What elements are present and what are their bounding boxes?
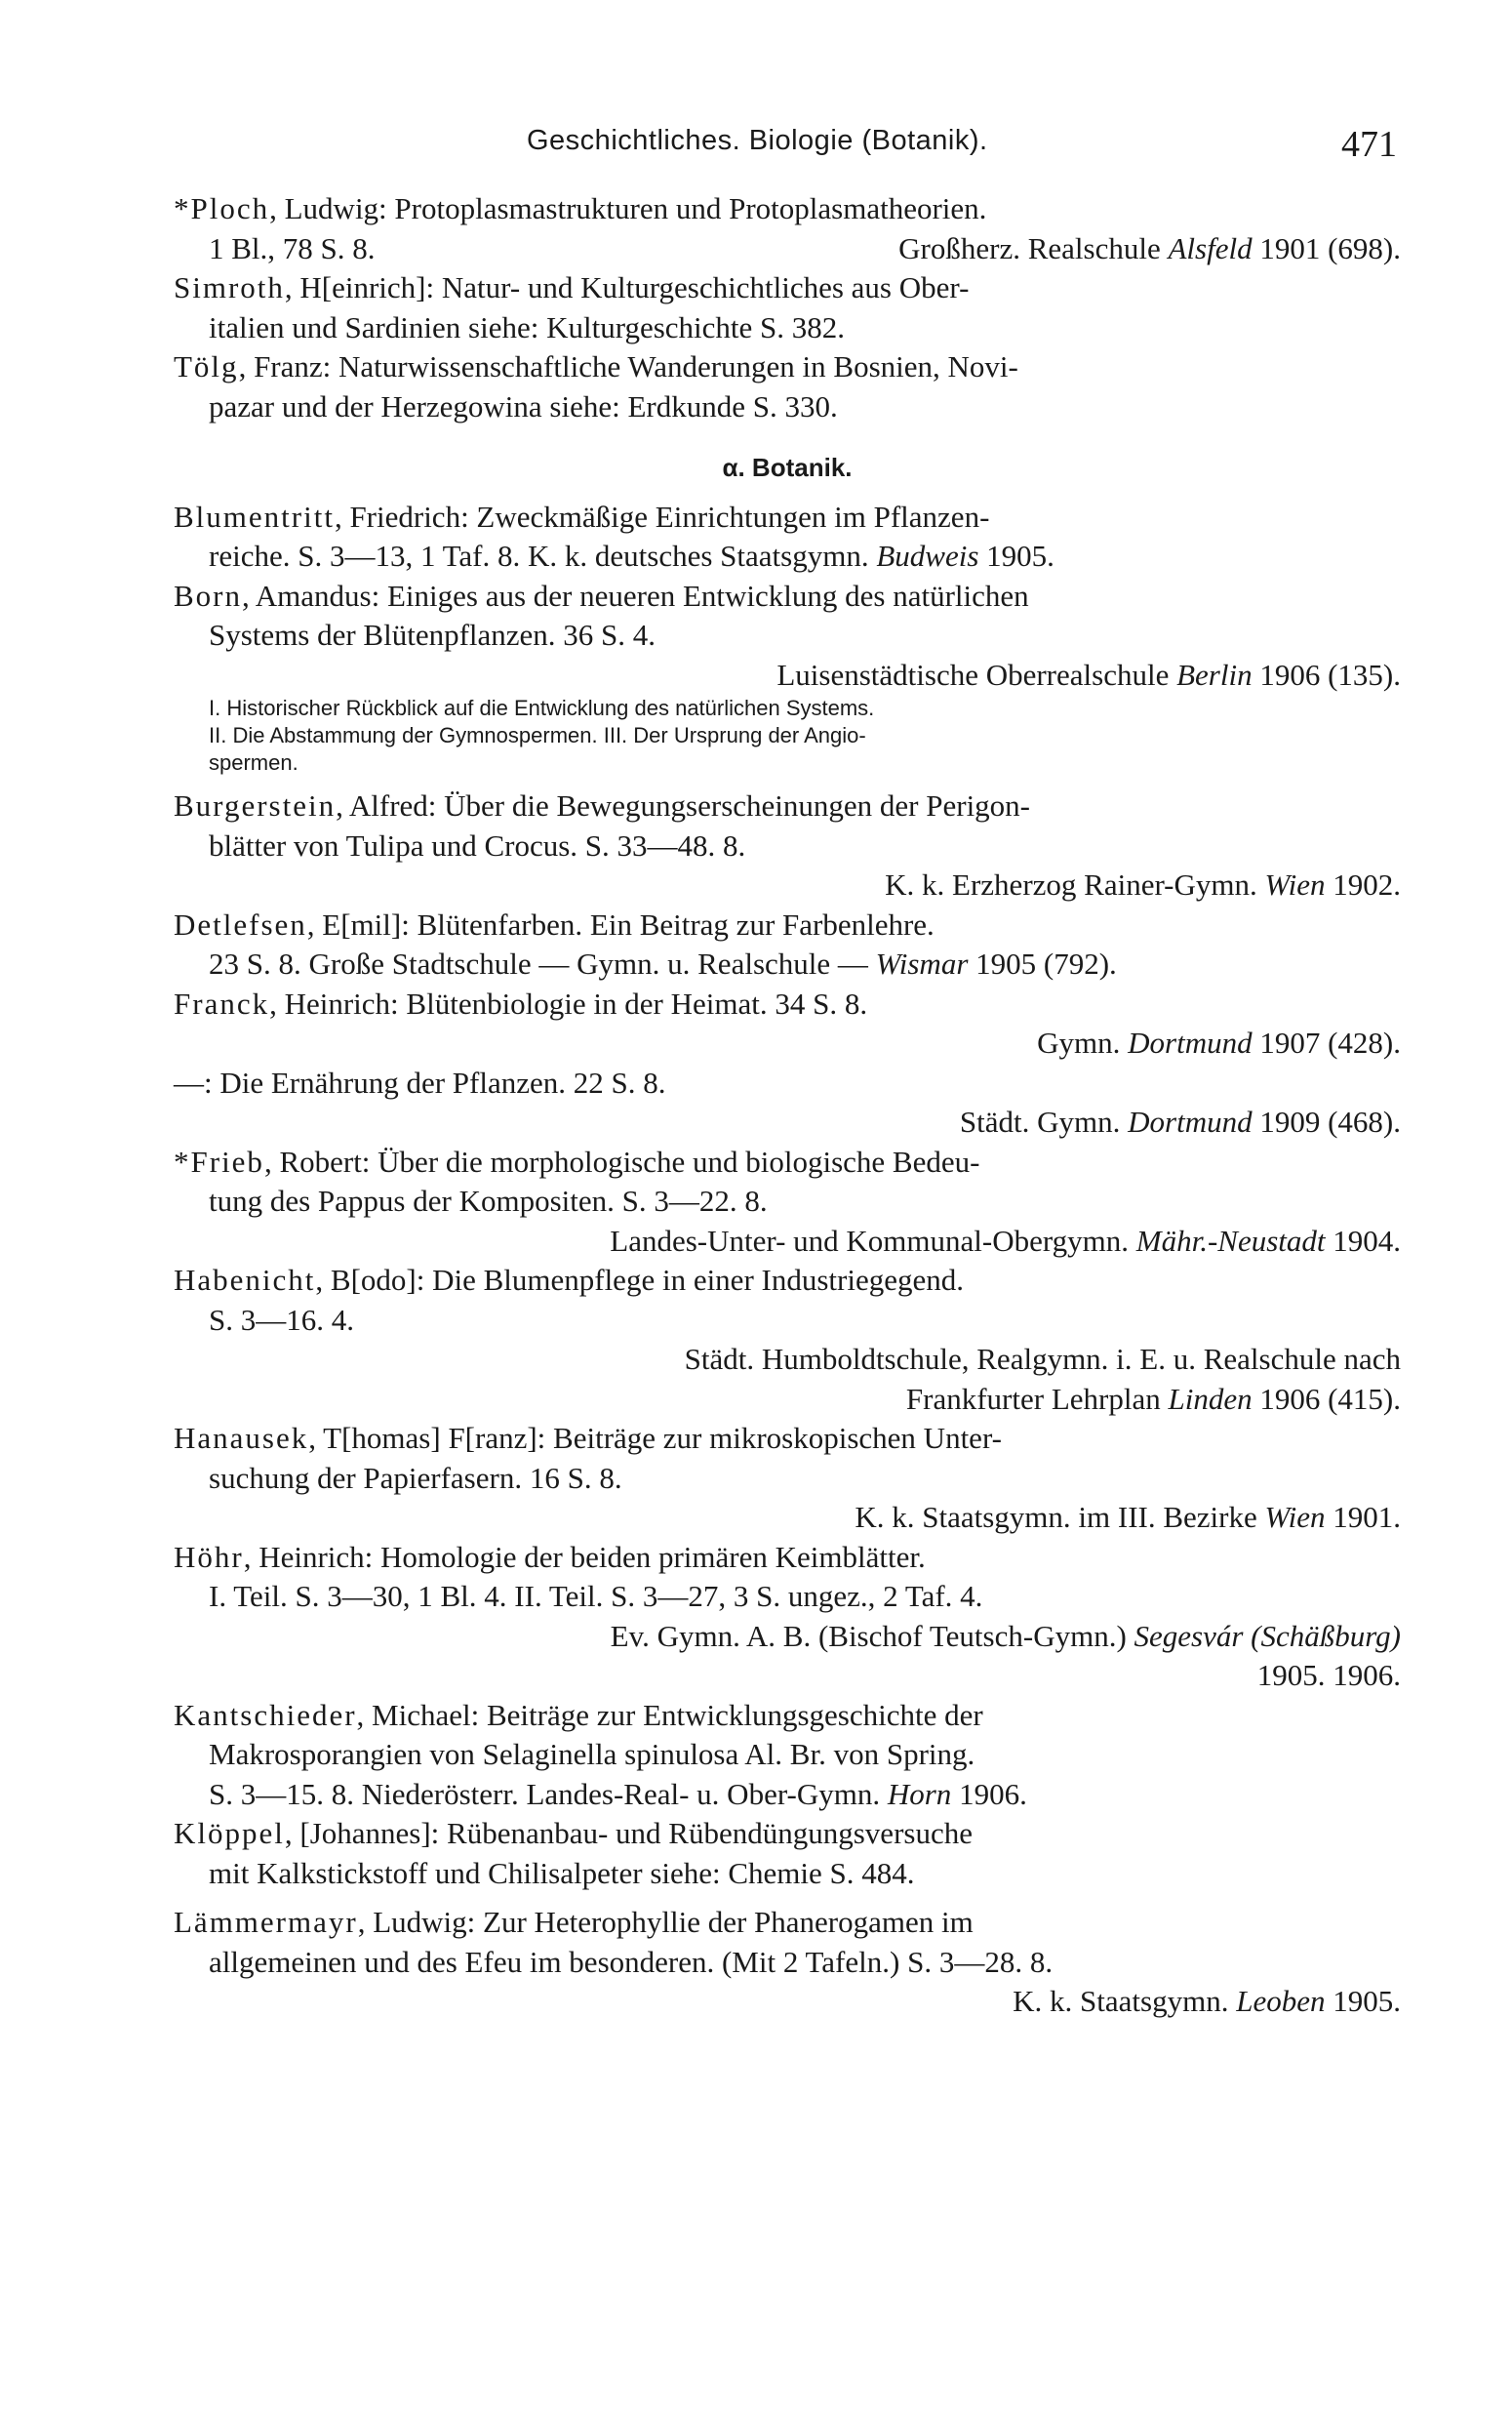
- entry-line: pazar und der Herzegowina siehe: Erdkunde S. 330.: [209, 388, 838, 424]
- entry-line: blätter von Tulipa und Crocus. S. 33—48. 8.: [209, 827, 746, 863]
- entry-line: I. Teil. S. 3—30, 1 Bl. 4. II. Teil. S. 3—27, 3 S. ungez., 2 Taf. 4.: [209, 1579, 983, 1613]
- author-name: Höhr: [174, 1539, 244, 1574]
- entry-simroth: Simroth, H[einrich]: Natur- und Kulturgeschichtliches aus Ober-: [174, 270, 970, 304]
- author-name: Klöppel: [174, 1816, 285, 1850]
- entry-line: Luisenstädtische Oberrealschule Berlin 1906 (135).: [776, 657, 1401, 692]
- entry-line: Landes-Unter- und Kommunal-Obergymn. Mähr.-Neustadt 1904.: [610, 1223, 1401, 1258]
- entry-kloeppel: Klöppel, [Johannes]: Rübenanbau- und Rübendüngungsversuche: [174, 1816, 973, 1850]
- section-heading: α. Botanik.: [722, 453, 853, 482]
- author-name: Habenicht: [174, 1263, 316, 1297]
- author-name: Burgerstein: [174, 788, 337, 823]
- place-name: Budweis: [876, 539, 979, 573]
- entry-note: II. Die Abstammung der Gymnospermen. III. Der Ursprung der Angio-: [209, 723, 866, 747]
- entry-detlefsen: Detlefsen, E[mil]: Blütenfarben. Ein Beitrag zur Farbenlehre.: [174, 907, 935, 942]
- entry-habenicht: Habenicht, B[odo]: Die Blumenpflege in einer Industriegegend.: [174, 1263, 964, 1297]
- place-name: Dortmund: [1128, 1026, 1253, 1060]
- author-name: Kantschieder: [174, 1697, 357, 1732]
- entry-line: 1 Bl., 78 S. 8. Großherz. Realschule Alsfeld 1901 (698).: [209, 230, 1401, 265]
- running-title: Geschichtliches. Biologie (Botanik).: [527, 125, 988, 156]
- entry-line: Städt. Gymn. Dortmund 1909 (468).: [959, 1105, 1401, 1139]
- author-name: Born: [174, 578, 242, 613]
- entry-line: K. k. Erzherzog Rainer-Gymn. Wien 1902.: [885, 867, 1401, 902]
- place-name: Linden: [1168, 1381, 1253, 1416]
- bibliography-list: [174, 189, 1401, 2022]
- place-name: Wien: [1264, 867, 1326, 902]
- entry-note: spermen.: [209, 750, 298, 775]
- entry-hoehr: Höhr, Heinrich: Homologie der beiden primären Keimblätter.: [174, 1539, 926, 1574]
- author-name: Blumentritt: [174, 499, 335, 534]
- author-name: Hanausek: [174, 1421, 309, 1455]
- entry-born: Born, Amandus: Einiges aus der neueren Entwicklung des natürlichen: [174, 578, 1029, 613]
- place-name: Leoben: [1236, 1984, 1326, 2018]
- entry-line: S. 3—16. 4.: [209, 1302, 354, 1337]
- place-name: Alsfeld: [1168, 230, 1253, 265]
- entry-line: Systems der Blütenpflanzen. 36 S. 4.: [209, 618, 657, 652]
- entry-line: reiche. S. 3—13, 1 Taf. 8. K. k. deutsches Staatsgymn. Budweis 1905.: [209, 539, 1054, 573]
- author-name: Tölg: [174, 349, 239, 383]
- entry-line: Frankfurter Lehrplan Linden 1906 (415).: [905, 1381, 1401, 1416]
- entry-laemmermayr: Lämmermayr, Ludwig: Zur Heterophyllie der Phanerogamen im: [174, 1905, 974, 1939]
- entry-burgerstein: Burgerstein, Alfred: Über die Bewegungserscheinungen der Perigon-: [174, 788, 1031, 823]
- entry-frieb: *Frieb, Robert: Über die morphologische und biologische Bedeu-: [174, 1144, 980, 1179]
- author-name: Lämmermayr: [174, 1905, 358, 1939]
- entry-franck: Franck, Heinrich: Blütenbiologie in der Heimat. 34 S. 8.: [174, 986, 868, 1021]
- author-name: Simroth: [174, 270, 285, 304]
- entry-line: Städt. Humboldtschule, Realgymn. i. E. u. Realschule nach: [684, 1342, 1401, 1376]
- entry-line: italien und Sardinien siehe: Kulturgeschichte S. 382.: [209, 309, 846, 344]
- entry-hanausek: Hanausek, T[homas] F[ranz]: Beiträge zur mikroskopischen Unter-: [174, 1421, 1002, 1455]
- entry-line: allgemeinen und des Efeu im besonderen. (Mit 2 Tafeln.) S. 3—28. 8.: [209, 1944, 1054, 1979]
- entry-franck-2: —: Die Ernährung der Pflanzen. 22 S. 8.: [174, 1065, 666, 1100]
- entry-line: K. k. Staatsgymn. im III. Bezirke Wien 1901.: [855, 1500, 1401, 1534]
- entry-line: tung des Pappus der Kompositen. S. 3—22. 8.: [209, 1184, 768, 1218]
- entry-line: 23 S. 8. Große Stadtschule — Gymn. u. Realschule — Wismar 1905 (792).: [209, 947, 1117, 981]
- entry-ploch: *Ploch, Ludwig: Protoplasmastrukturen und Protoplasmatheorien.: [174, 191, 987, 225]
- entry-line: mit Kalkstickstoff und Chilisalpeter siehe: Chemie S. 484.: [209, 1855, 915, 1890]
- author-name: *Frieb: [174, 1144, 264, 1179]
- entry-note: I. Historischer Rückblick auf die Entwicklung des natürlichen Systems.: [209, 696, 875, 720]
- entry-line: 1905. 1906.: [1256, 1658, 1401, 1692]
- page-header: [174, 123, 1397, 182]
- place-name: Mähr.-Neustadt: [1135, 1223, 1326, 1258]
- place-name: Horn: [887, 1776, 952, 1811]
- place-name: Wismar: [875, 947, 969, 981]
- place-name: Wien: [1264, 1500, 1326, 1534]
- entry-toelg: Tölg, Franz: Naturwissenschaftliche Wanderungen in Bosnien, Novi-: [174, 349, 1018, 383]
- entry-line: Gymn. Dortmund 1907 (428).: [1037, 1026, 1401, 1060]
- place-name: Dortmund: [1128, 1105, 1253, 1139]
- entry-line: suchung der Papierfasern. 16 S. 8.: [209, 1460, 622, 1495]
- place-name: Berlin: [1176, 657, 1253, 692]
- author-name: Franck: [174, 986, 270, 1021]
- entry-line: K. k. Staatsgymn. Leoben 1905.: [1013, 1984, 1401, 2018]
- place-name: Segesvár (Schäßburg): [1134, 1618, 1401, 1653]
- entry-line: Makrosporangien von Selaginella spinulosa Al. Br. von Spring.: [209, 1737, 975, 1771]
- author-name: Detlefsen: [174, 907, 307, 942]
- author-name: *Ploch: [174, 191, 270, 225]
- entry-line: Ev. Gymn. A. B. (Bischof Teutsch-Gymn.) Segesvár (Schäßburg): [610, 1618, 1401, 1653]
- page-number: 471: [1341, 124, 1397, 165]
- entry-line: S. 3—15. 8. Niederösterr. Landes-Real- u. Ober-Gymn. Horn 1906.: [209, 1776, 1027, 1811]
- entry-kantschieder: Kantschieder, Michael: Beiträge zur Entwicklungsgeschichte der: [174, 1697, 983, 1732]
- entry-blumentritt: Blumentritt, Friedrich: Zweckmäßige Einrichtungen im Pflanzen-: [174, 499, 990, 534]
